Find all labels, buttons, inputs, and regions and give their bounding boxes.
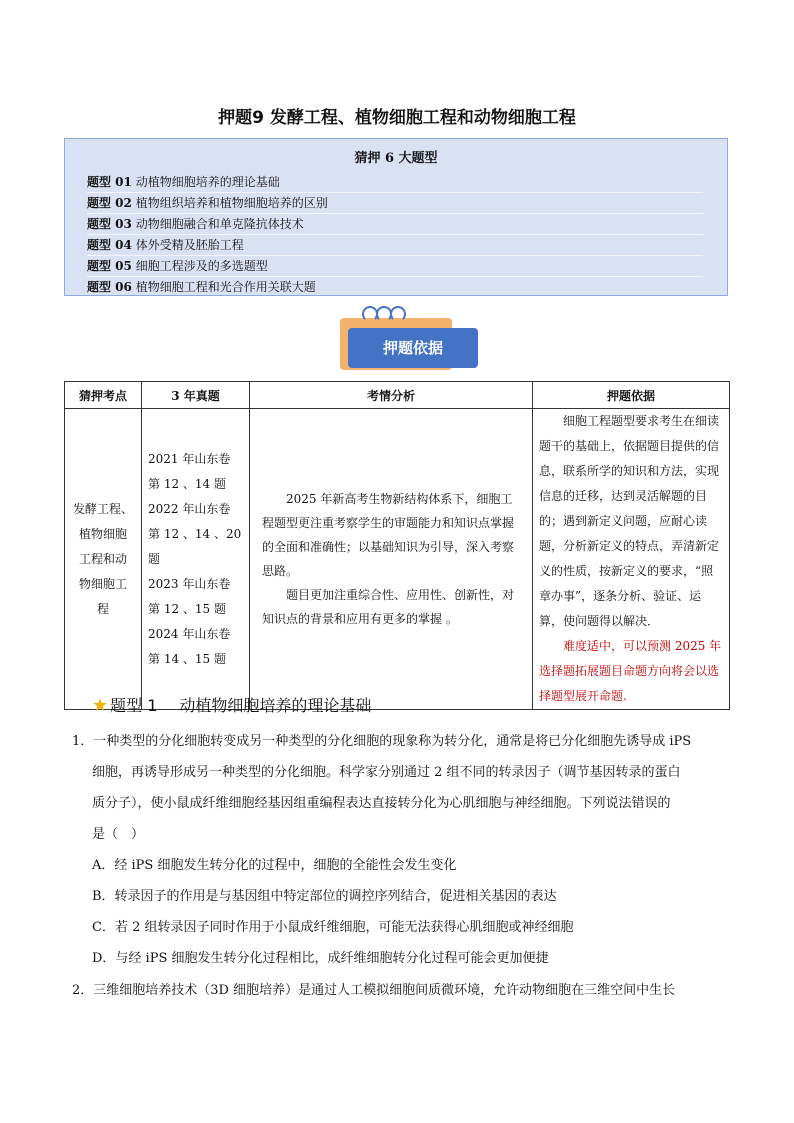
- guess-item-text: 植物细胞工程和光合作用关联大题: [135, 280, 316, 294]
- page-title: 押题9 发酵工程、植物细胞工程和动物细胞工程: [218, 108, 576, 128]
- exam-line: 2021 年山东卷: [148, 451, 231, 466]
- table-header: 考情分析: [250, 382, 533, 409]
- section-label: 题型 1: [110, 696, 158, 715]
- topic-line: 程: [96, 601, 109, 616]
- analysis-paragraph: 2025 年新高考生物新结构体系下，细胞工程题型更注重考察学生的审题能力和知识点掌握的全面和准确性；以基础知识为引导，深入考察思路。: [262, 492, 515, 578]
- analysis-paragraph: 题目更加注重综合性、应用性、创新性，对知识点的背景和应用有更多的掌握 。: [262, 588, 515, 626]
- topic-line: 发酵工程、: [72, 501, 133, 516]
- basis-cell: [533, 409, 730, 710]
- exam-line: 题: [148, 551, 161, 566]
- exam-line: 第 14 、15 题: [148, 651, 226, 666]
- question-stem: 细胞，再诱导形成另一种类型的分化细胞。科学家分别通过 2 组不同的转录因子（调节基因转录的蛋白: [92, 765, 681, 780]
- analysis-cell: [250, 409, 533, 710]
- exam-line: 第 12 、14 、20: [148, 526, 242, 541]
- guess-item: [87, 277, 703, 297]
- exam-line: 2024 年山东卷: [148, 626, 231, 641]
- guess-item-label: 题型 04: [87, 238, 132, 252]
- table-header: 猜押考点: [65, 382, 142, 409]
- basis-table: [64, 381, 730, 710]
- basis-highlight: 难度适中，可以预测 2025 年选择题拓展题目命题方向将会以选择题型展开命题.: [539, 639, 722, 703]
- guess-box: [64, 138, 728, 296]
- topic-line: 物细胞工: [78, 576, 127, 591]
- topic-line: 植物细胞: [78, 526, 127, 541]
- star-icon: ★: [92, 695, 109, 716]
- section-heading: [92, 693, 371, 716]
- section-title: 动植物细胞培养的理论基础: [179, 696, 372, 715]
- guess-item-label: 题型 06: [87, 280, 132, 294]
- guess-item-label: 题型 03: [87, 217, 132, 231]
- option-d: D．与经 iPS 细胞发生转分化过程相比，成纤维细胞转分化过程可能会更加便捷: [92, 951, 549, 966]
- topic-cell: [65, 409, 142, 710]
- guess-item: [87, 214, 703, 235]
- exam-line: 第 12 、15 题: [148, 601, 226, 616]
- guess-item-text: 动物细胞融合和单克隆抗体技术: [135, 217, 304, 231]
- topic-line: 工程和动: [78, 551, 127, 566]
- question-stem: 2．三维细胞培养技术（3D 细胞培养）是通过人工模拟细胞间质微环境，允许动物细胞在三维空间中生长: [72, 983, 676, 998]
- guess-item-text: 动植物细胞培养的理论基础: [135, 175, 280, 189]
- binder-ring-icon: [390, 306, 406, 322]
- basis-paragraph: 细胞工程题型要求考生在细读题干的基础上，依据题目提供的信息，联系所学的知识和方法，实现信息的迁移，达到灵活解题的目的；遇到新定义问题，应耐心读题，分析新定义的特点，弄清新定义的性质，按新定义的要求，“照章办事”，逐条分析、验证、运算，使问题得以解决．: [539, 414, 720, 628]
- guess-item-text: 植物组织培养和植物细胞培养的区别: [135, 196, 328, 210]
- exam-line: 2022 年山东卷: [148, 501, 231, 516]
- table-header: 押题依据: [533, 382, 730, 409]
- guess-item: [87, 193, 703, 214]
- guess-item-text: 细胞工程涉及的多选题型: [135, 259, 268, 273]
- guess-item: [87, 256, 703, 277]
- guess-item-label: 题型 01: [87, 175, 132, 189]
- guess-item-text: 体外受精及胚胎工程: [135, 238, 244, 252]
- option-b: B．转录因子的作用是与基因组中特定部位的调控序列结合，促进相关基因的表达: [92, 889, 557, 904]
- option-c: C．若 2 组转录因子同时作用于小鼠成纤维细胞，可能无法获得心肌细胞或神经细胞: [92, 920, 574, 935]
- question-stem: 1．一种类型的分化细胞转变成另一种类型的分化细胞的现象称为转分化，通常是将已分化细胞先诱导成 iPS: [72, 734, 692, 749]
- guess-item-label: 题型 05: [87, 259, 132, 273]
- question-stem: 质分子），使小鼠成纤维细胞经基因组重编程表达直接转分化为心肌细胞与神经细胞。下列说法错误的: [92, 796, 671, 811]
- option-a: A．经 iPS 细胞发生转分化的过程中，细胞的全能性会发生变化: [92, 858, 457, 873]
- guess-item: [87, 172, 703, 193]
- exam-line: 2023 年山东卷: [148, 576, 231, 591]
- guess-item: [87, 235, 703, 256]
- banner-label: 押题依据: [348, 328, 478, 368]
- guess-item-label: 题型 02: [87, 196, 132, 210]
- table-header: 3 年真题: [142, 382, 250, 409]
- table-row: [65, 409, 730, 710]
- table-header-row: [65, 382, 730, 409]
- exam-line: 第 12 、14 题: [148, 476, 226, 491]
- section-banner: [340, 306, 480, 376]
- question-stem: 是（ ）: [92, 827, 145, 842]
- guess-box-heading: 猜押 6 大题型: [354, 151, 438, 166]
- exam-cell: [142, 409, 250, 710]
